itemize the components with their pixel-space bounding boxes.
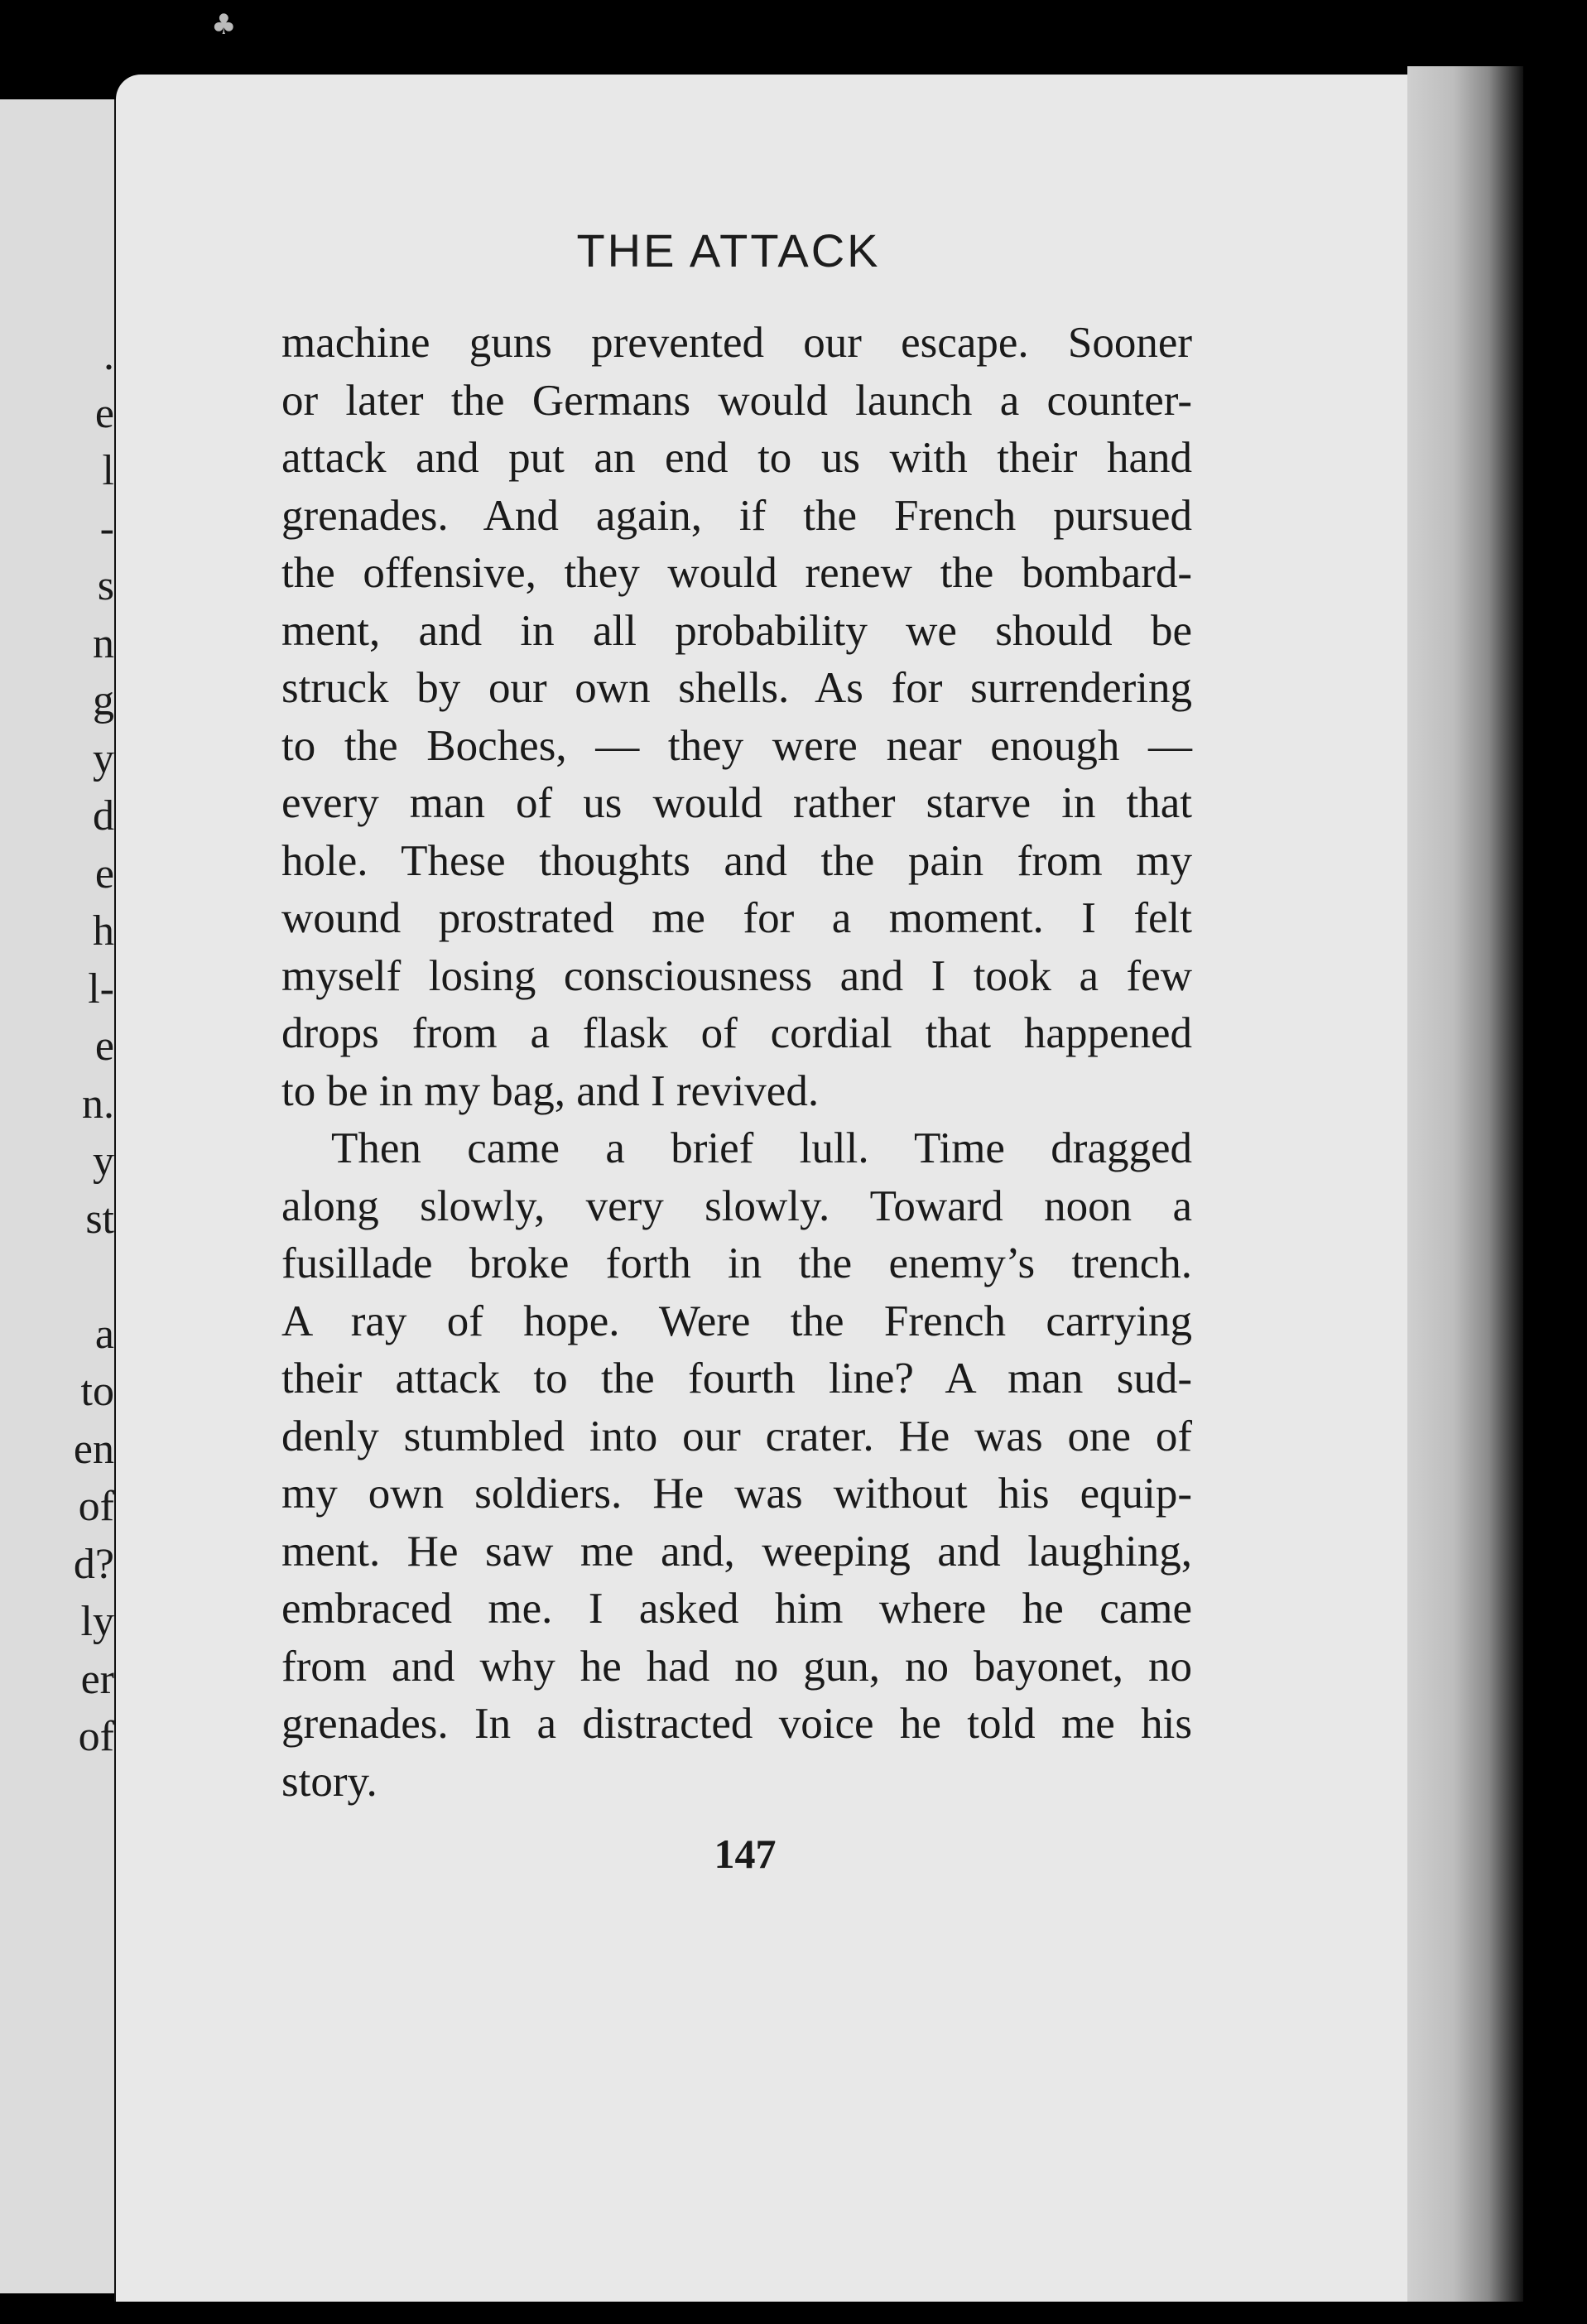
text-line: wound prostrated me for a moment. I felt — [281, 894, 1192, 942]
text-line: drops from a flask of cordial that happened — [281, 1009, 1192, 1057]
text-line: machine guns prevented our escape. Sooner — [281, 319, 1192, 367]
previous-page-fragment: st — [85, 1195, 114, 1243]
text-line: struck by our own shells. As for surrendering — [281, 664, 1192, 712]
previous-page-fragment: to — [80, 1368, 114, 1415]
body-text — [281, 315, 1192, 1811]
text-line: hole. These thoughts and the pain from my — [281, 836, 1192, 885]
text-line: grenades. And again, if the French pursued — [281, 491, 1192, 540]
previous-page-fragment: e — [94, 389, 114, 437]
page-number: 147 — [714, 1831, 777, 1877]
previous-page-fragment: - — [99, 504, 114, 552]
previous-page-fragment: a — [94, 1310, 114, 1358]
previous-page-fragment: n. — [82, 1080, 114, 1128]
text-line: my own soldiers. He was without his equip- — [281, 1470, 1192, 1518]
previous-page-fragment: of — [78, 1483, 114, 1530]
previous-page-fragment: h — [93, 907, 114, 955]
text-line: ment, and in all probability we should be — [281, 606, 1192, 655]
text-line: denly stumbled into our crater. He was one of — [281, 1412, 1192, 1460]
previous-page-fragment: y — [93, 734, 114, 782]
text-line: the offensive, they would renew the bombard- — [281, 549, 1192, 597]
text-line: story. — [281, 1757, 378, 1806]
running-header: THE ATTACK — [576, 224, 881, 277]
previous-page-fragment: d — [93, 792, 114, 840]
previous-page-fragment: en — [73, 1425, 114, 1473]
previous-page-fragment: l- — [88, 965, 114, 1013]
previous-page-fragment: ly — [80, 1598, 114, 1645]
paragraph — [281, 315, 1192, 1120]
text-line: myself losing consciousness and I took a few — [281, 951, 1192, 1000]
previous-page-fragment: e — [94, 849, 114, 897]
text-line: A ray of hope. Were the French carrying — [281, 1297, 1192, 1345]
text-line: along slowly, very slowly. Toward noon a — [281, 1181, 1192, 1230]
previous-page-fragment: n — [93, 619, 114, 667]
text-line: ment. He saw me and, weeping and laughing, — [281, 1527, 1192, 1576]
text-line: grenades. In a distracted voice he told me his — [281, 1700, 1192, 1748]
previous-page-fragment: e — [94, 1022, 114, 1070]
text-line: Then came a brief lull. Time dragged — [331, 1124, 1192, 1172]
previous-page-fragment: s — [97, 562, 114, 609]
previous-page-fragment: of — [78, 1713, 114, 1760]
text-line: fusillade broke forth in the enemy’s trench. — [281, 1239, 1192, 1287]
paragraph — [281, 1120, 1192, 1811]
text-line: embraced me. I asked him where he came — [281, 1585, 1192, 1633]
scan-corner-mark: ♣ — [211, 8, 237, 41]
previous-page-fragment: l — [102, 447, 114, 494]
page-stack-edge — [1407, 66, 1523, 2302]
previous-page-fragment: y — [93, 1138, 114, 1185]
text-line: from and why he had no gun, no bayonet, no — [281, 1642, 1192, 1691]
text-line: every man of us would rather starve in that — [281, 779, 1192, 827]
previous-page-fragment: . — [103, 332, 114, 379]
previous-page-fragment: er — [80, 1655, 114, 1703]
text-line: or later the Germans would launch a counter- — [281, 376, 1192, 425]
previous-page-fragment: g — [93, 677, 114, 724]
previous-page-edge — [0, 99, 116, 2293]
text-line: to the Boches, — they were near enough — — [281, 721, 1192, 770]
previous-page-fragment: d? — [73, 1540, 114, 1588]
text-line: their attack to the fourth line? A man sud- — [281, 1354, 1192, 1403]
text-line: to be in my bag, and I revived. — [281, 1066, 820, 1115]
text-line: attack and put an end to us with their hand — [281, 434, 1192, 482]
